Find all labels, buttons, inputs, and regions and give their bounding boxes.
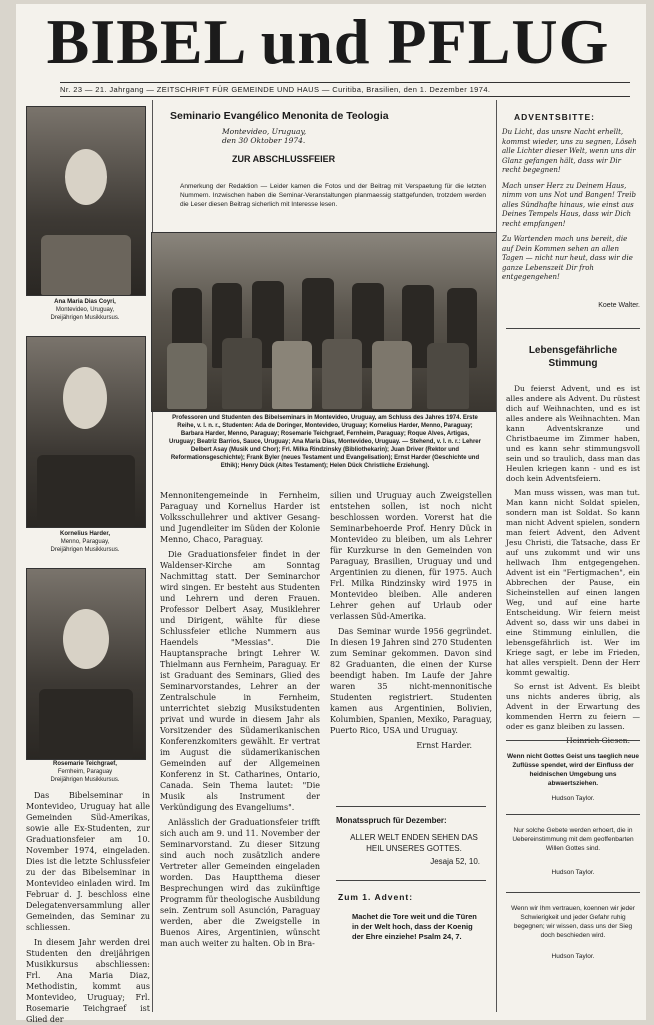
middle-paragraph: Anlässlich der Graduationsfeier trifft sich auch am 9. und 11. November der Seminarvorstand. Zu dieser Sitzung sind auch noch zusätzlich andere Vertreter aller Gemeinden eingeladen worden. Das Hauptthema dieser Besprechungen wird das zukünftige Programm für theologische Ausbildung sein. Zentrum soll Asunción, Paraguay werden, aber die Zweigstelle in Buenos Aires, Argentinien, wünscht man auch weiter zu halten. Ob in Bra-: [160, 818, 320, 948]
advent-prayer: [502, 128, 640, 289]
quote-1-author: Hudson Taylor.: [551, 795, 595, 802]
advent-verse: Zu Wartenden mach uns bereit, die auf Dein Kommen sehen an allen Tagen — nicht nur heut, dass wir die ganze Lebenszeit Dir froh entgegengehen!: [502, 235, 633, 281]
left-article-paragraph: Das Bibelseminar in Montevideo, Uruguay hat alle Gemeinden Süd-Amerikas, sowie alle Ex-Studenten, zur Graduationsfeier am 10. November 1974, eingeladen. Dies ist die letzte Schlussfeier zu der das Bibelseminar in Montevideo einladen wird. Im Februar d. J. beschloss eine Delegatenversammlung aller Gemeinden, das Seminar zu schliessen.: [26, 791, 150, 932]
left-article: [26, 790, 150, 1024]
middle-column-1: [160, 490, 320, 1018]
portrait-note: Dreijährigen Musikkursus.: [50, 315, 120, 321]
portrait-photo-3: [26, 568, 146, 760]
masthead-title: BIBEL und PFLUG: [46, 6, 610, 77]
advent1-label: Zum 1. Advent:: [338, 892, 414, 902]
seminar-title: Seminario Evangélico Menonita de Teologia: [170, 110, 389, 122]
portrait-caption-1: [22, 298, 148, 322]
masthead-subline: Nr. 23 — 21. Jahrgang — ZEITSCHRIFT FÜR GEMEINDE UND HAUS — Curitiba, Brasilien, den 1. Dezember 1974.: [60, 82, 630, 97]
portrait-photo-1: [26, 106, 146, 296]
portrait-caption-3: [22, 760, 148, 784]
advent-verse: Mach unser Herz zu Deinem Haus, nimm von uns Not und Bangen! Treib alles Sündhafte hinaus, wie einst aus Deines Tempels Haus, dass wir Dich recht empfangen!: [502, 181, 636, 228]
section-divider: [506, 740, 640, 741]
right-article-title: Lebensgefährliche Stimmung: [528, 345, 618, 369]
portrait-place: Fernheim, Paraguay: [57, 769, 113, 775]
middle-paragraph: Das Seminar wurde 1956 gegründet. In diesen 19 Jahren sind 270 Studenten zum Seminar gekommen. Davon sind 82 Graduanten, die einen der Kurse beendigt haben. Im Laufe der Jahre waren 35 nicht-mennonitische Studenten registriert. Studenten kamen aus Argentinien, Bolivien, Kolumbien, Spanien, Mexiko, Paraguay, Puerto Rico, USA und Uruguay.: [330, 627, 492, 735]
advent-verse-author: Koete Walter.: [598, 302, 640, 309]
left-article-paragraph: In diesem Jahr werden drei Studenten den dreijährigen Musikkursus abschliessen: Frl. Ana Maria Diaz, Methodistin, kommt aus Montevideo, Uruguay; Frl. Rosemarie Teichgraef ist Glied der: [26, 938, 150, 1024]
right-article: [506, 384, 640, 731]
monthly-verse-reference: Jesaja 52, 10.: [430, 857, 480, 866]
column-divider: [496, 100, 497, 1012]
right-article-author: [506, 736, 640, 746]
portrait-place: Montevideo, Uruguay,: [55, 307, 115, 313]
right-article-paragraph: So ernst ist Advent. Es bleibt uns nichts anderes übrig, als Advent in der Erwartung des kommenden Herrn zu feiern — oder es ganz bleiben zu lassen.: [506, 682, 640, 731]
section-divider: [336, 806, 486, 807]
portrait-note: Dreijährigen Musikkursus.: [50, 547, 120, 553]
group-photo-caption: Professoren und Studenten des Bibelseminars in Montevideo, Uruguay, am Schluss des Jahres 1974. Erste Reihe, v. l. n. r., Studenten: Ada de Doringer, Montevideo, Uruguay; Kornelius Harder, Menno, Paraguay; Barbara Harder, Menno, Paraguay; Rosemarie Teichgraef, Fernheim, Paraguay; Roque Alves, Artigas, Uruguay; Beatriz Barrios, Sauce, Uruguay; Ana Maria Dias, Montevideo, Uruguay. — Stehend, v. l. n. r.: Lehrer Delbert Asay (Musik und Chor); Frl. Milka Rindzinsky (Bibliothekarin); Juan Driver (Rektor und Reformationsgeschichte); Frank Byler (neues Testament und Evangelisation); Ernst Harder (Geschichte und Ethik); Henry Dück (Altes Testament); Helen Dück Christliche Erziehung).: [169, 415, 481, 469]
dateline: [222, 127, 342, 145]
article-subtitle: ZUR ABSCHLUSSFEIER: [232, 154, 336, 164]
monthly-verse-text: ALLER WELT ENDEN SEHEN DAS HEIL UNSERES GOTTES.: [350, 833, 478, 853]
quote-1: Wenn nicht Gottes Geist uns taeglich neue Zuflüsse spendet, wird der Einfluss der heidnischen Umgebung uns abwaertsziehen.: [506, 753, 640, 787]
portrait-name: Ana Maria Dias Coyri,: [54, 299, 116, 305]
right-article-paragraph: Du feierst Advent, und es ist alles andere als Advent. Du rüstest dich auf Weihnachten, und es ist alles andere als Weihnachten. Man kann Adventskranze und Christbaeume im Zimmer haben, und es kann sehr stimmungsvoll sein und so traulich, dass man das Heulen kriegen kann - und es ist doch kein Adventsfeiern.: [506, 384, 640, 483]
middle-paragraph: silien und Uruguay auch Zweigstellen entstehen sollen, ist noch nicht beschlossen worden. Vorerst hat die Seminarbehoerde Prof. Henry Dück in Montevideo zu bleiben, um als Lehrer für Kurzkurse in den Gemeinden von Paraguay, Brasilien, Uruguay und und Argentinien zu dienen, für 1975. Auch Frl. Milka Rindzinsky wird 1975 in Montevideo bleiben. Alle anderen Lehrer gehen auf Urlaub oder verlassen Süd-Amerika.: [330, 491, 492, 621]
quote-3-author: Hudson Taylor.: [551, 953, 595, 960]
section-divider: [336, 880, 486, 881]
group-photo: [151, 232, 497, 412]
dateline-place: Montevideo, Uruguay,: [222, 127, 307, 136]
right-article-paragraph: Man muss wissen, was man tut. Man kann nicht Soldat spielen, sondern man ist Soldat. So kann man nicht Advent spielen, sondern man feiert Advent, den Advent Jesu Christi, die Tatsache, dass Er auf uns zukommt und wir uns hellwach Ihm entgegengehen. Advent ist ein "Fertigmachen", ein Abbrechen der Pause, ein Sicheinstellen auf einen langen Weg, und auf eine harte Entscheidung. Wir feiern meist Advent so, dass wir uns dabei in eine Stimmung einlullen, die lebensgefährlich ist. Wer im Kriege sagt, er lebe im Frieden, hat alles verspielt. Denn der Herr kommt gewaltig.: [506, 488, 640, 677]
portrait-note: Dreijährigen Musikkursus.: [50, 777, 120, 783]
editor-note: Anmerkung der Redaktion — Leider kamen die Fotos und der Beitrag mit Verspaetung für die letzten Nummern. Inzwischen haben die Seminar-Veranstaltungen planmaessig stattgefunden, trotzdem werden die Leser diesen Beitrag sicherlich mit Interesse lesen.: [180, 183, 486, 208]
middle-paragraph: Mennonitengemeinde in Fernheim, Paraguay und Kornelius Harder ist Volksschullehrer und aktiver Gesang- und Jugendleiter im Süden der Kolonie Menno, Chaco, Paraguay.: [160, 491, 320, 544]
advent-prayer-heading: ADVENTSBITTE:: [514, 112, 595, 122]
quote-2-author: Hudson Taylor.: [551, 869, 595, 876]
middle-paragraph: Die Graduationsfeier findet in der Waldenser-Kirche am Sonntag Nachmittag statt. Der Seminarchor wird singen. Er besteht aus Studenten und Lehrern und deren Frauen. Professor Delbert Asay, Musiklehrer und Dirigent, wählte für diese Schlussfeier etliche Nummern aus Haendels "Messias". Die Hauptansprache bringt Lehrer W. Thielmann aus Fernheim, Paraguay. Er ist Graduant des Seminars, Glied des Seminarvorstandes, Lehrer an der Zentralschule in Fernheim, unterrichtet siebzig Musikstudenten privat und wurde in diesem Jahr als Vorsitzender des Südamerikanischen Konferenzkomiters gewählt. Er vertrat im August die südamerikanischen Gemeinden auf der Allgemeinen Konferenz in St. Catharines, Ontario, Canada. Sein Thema lautet: "Die Musik als Instrument der Verkündigung des Evangeliums".: [160, 550, 320, 812]
dateline-date: den 30 Oktober 1974.: [222, 136, 306, 145]
portrait-name: Kornelius Harder,: [59, 531, 110, 537]
section-divider: [506, 328, 640, 329]
portrait-name: Rosemarie Teichgraef,: [53, 761, 117, 767]
section-divider: [506, 892, 640, 893]
monthly-verse-label: Monatsspruch für Dezember:: [336, 816, 447, 825]
middle-column-2: [330, 490, 492, 790]
advent1-verse: Machet die Tore weit und die Türen in der Welt hoch, dass der Koenig der Ehre einziehe! Psalm 24, 7.: [352, 912, 477, 941]
portrait-place: Menno, Paraguay,: [60, 539, 110, 545]
quote-2: Nur solche Gebete werden erhoert, die in Uebereinstimmung mit dem geoffenbarten Willen Gottes sind.: [512, 827, 634, 852]
portrait-photo-2: [26, 336, 146, 528]
advent-verse: Du Licht, das unsre Nacht erhellt, kommst wieder, uns zu segnen, Löseh alle Lichter dieser Welt, wenn uns dir Glanz gefangen hält, dass wir Dir recht begegnen!: [502, 128, 637, 174]
quote-3: Wenn wir Ihm vertrauen, koennen wir jeder Schwierigkeit und jeder Gefahr ruhig begegnen; wir wissen, dass uns der Sieg doch beschieden wird.: [511, 905, 635, 939]
section-divider: [506, 814, 640, 815]
portrait-caption-2: [22, 530, 148, 554]
article-signature: Ernst Harder.: [416, 741, 472, 750]
